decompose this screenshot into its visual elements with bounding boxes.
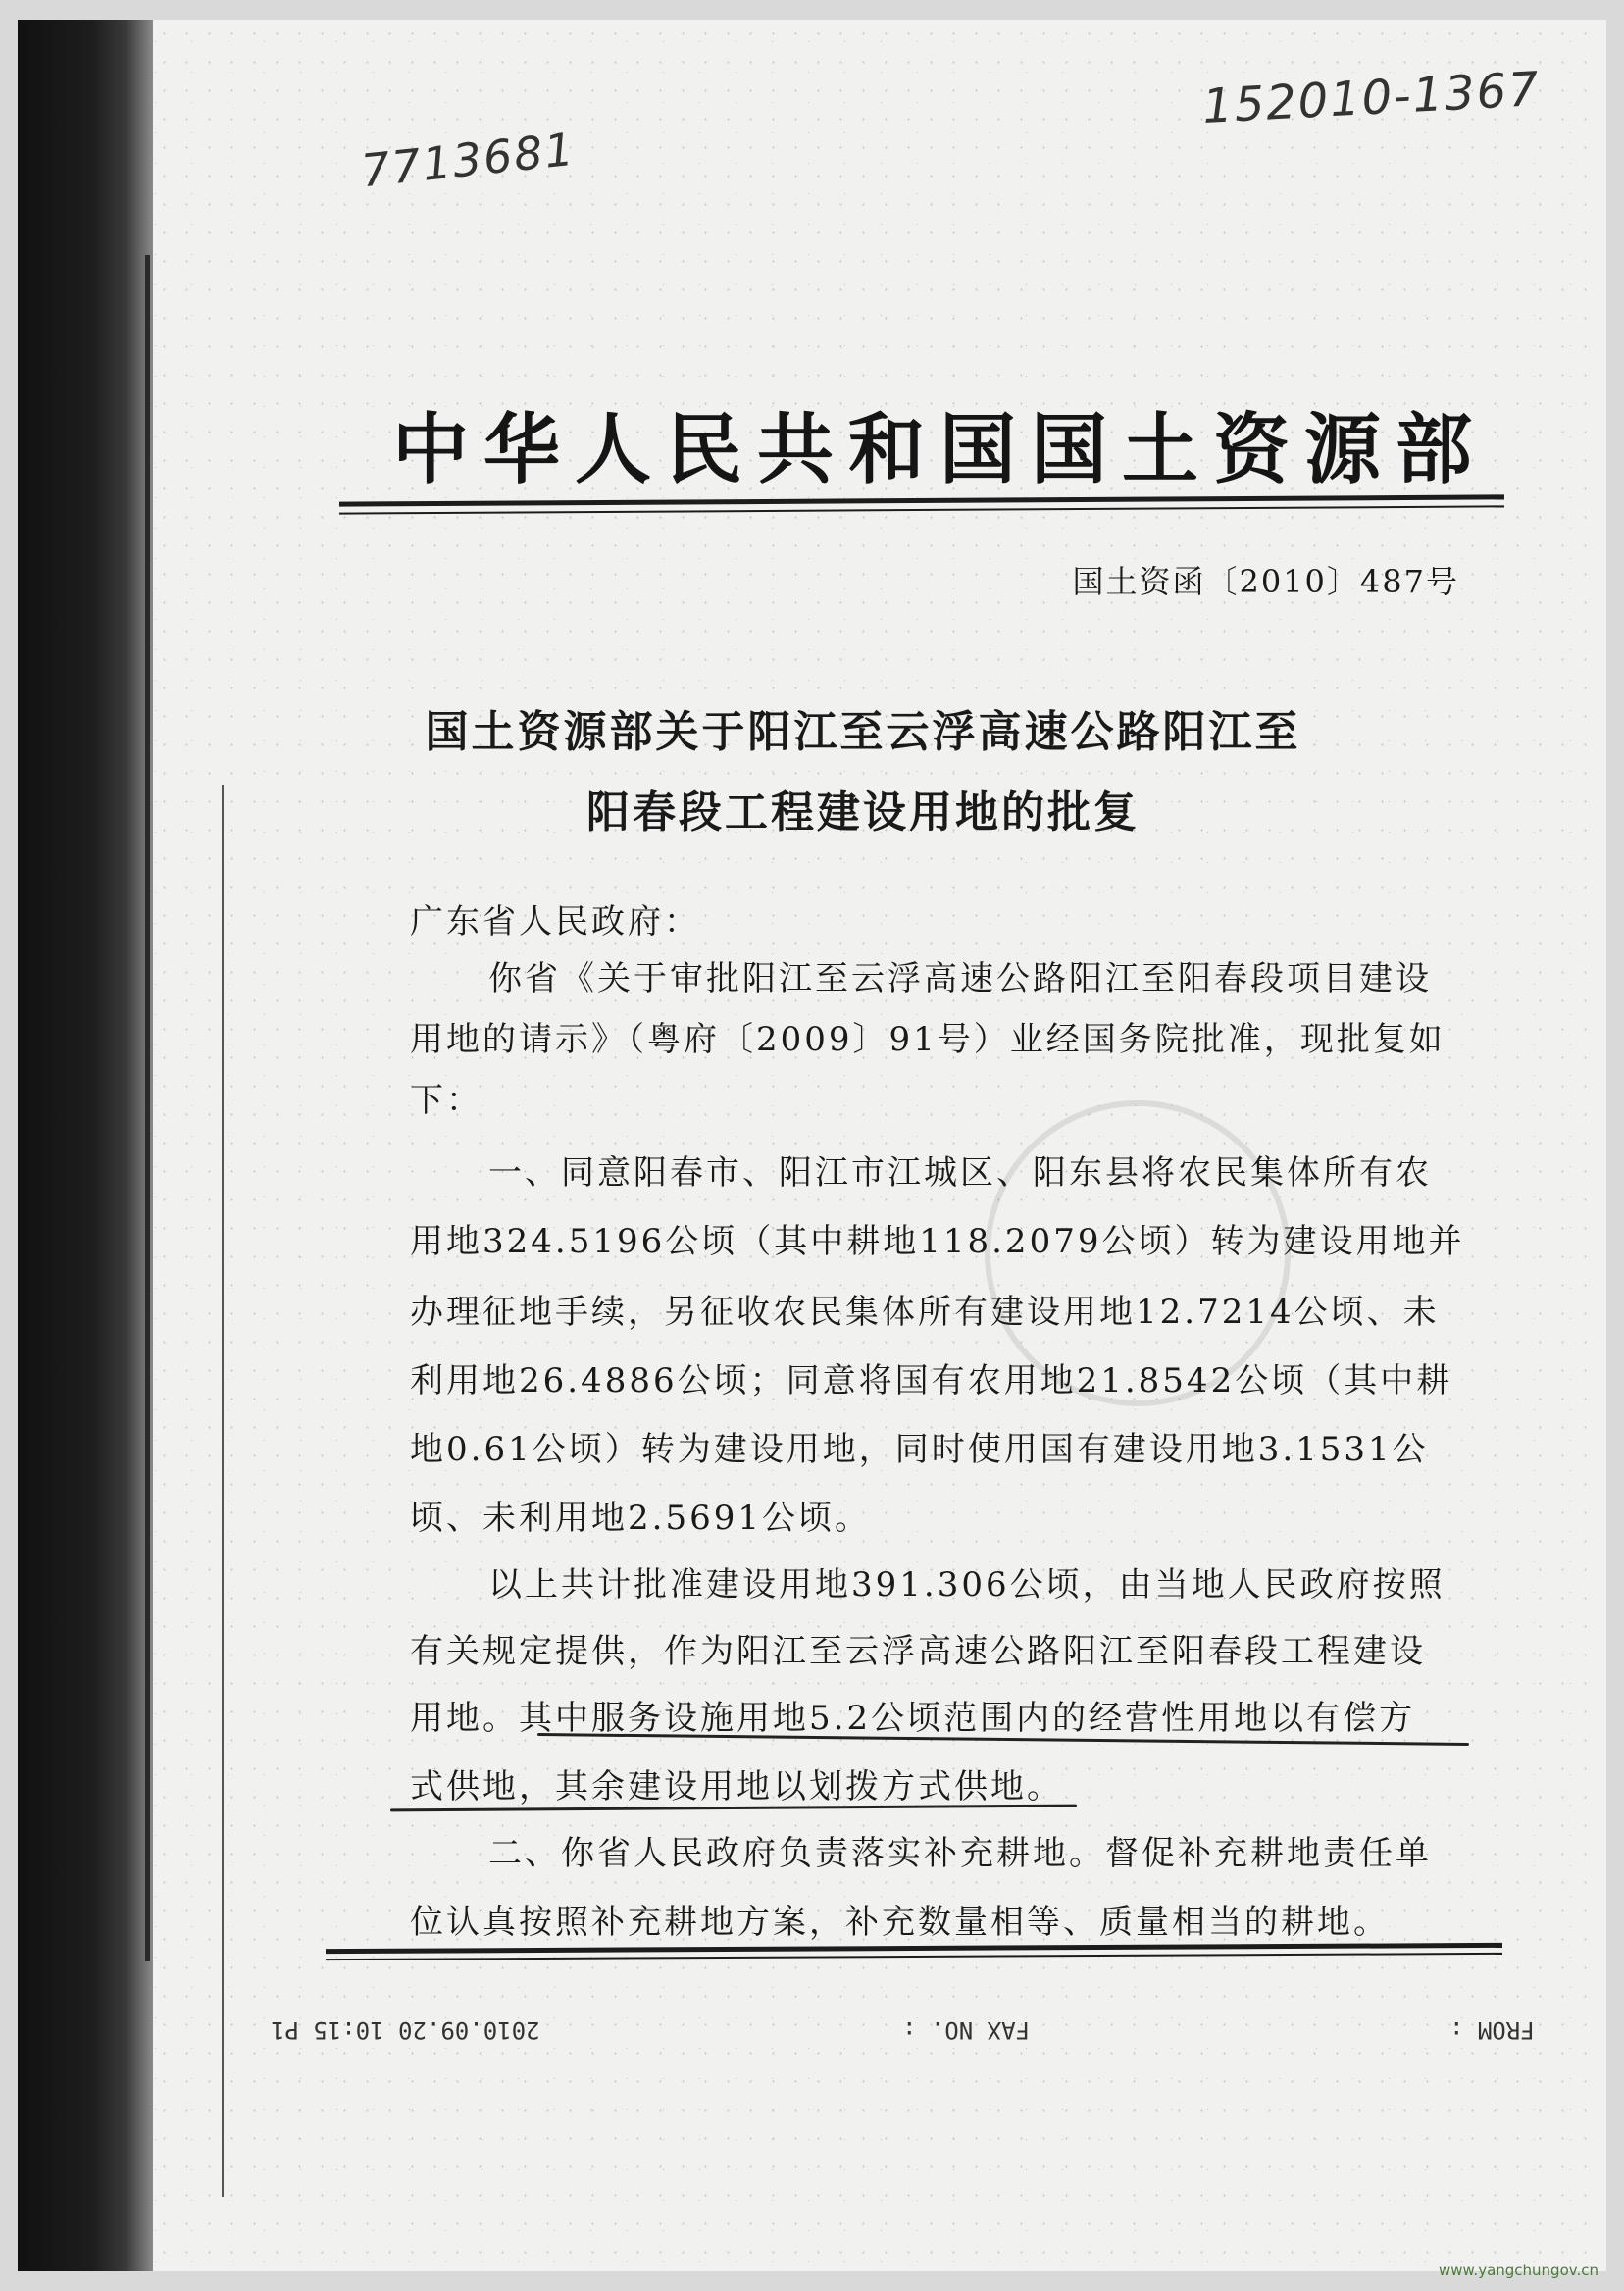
body-line: 用地的请示》（粤府〔2009〕91号）业经国务院批准，现批复如 [410, 1020, 1446, 1059]
binding-edge [145, 255, 150, 1961]
body-line: 你省《关于审批阳江至云浮高速公路阳江至阳春段项目建设 [488, 959, 1432, 998]
fax-timestamp: 2010.09.20 10:15 P1 [271, 2016, 540, 2044]
binding-shadow [18, 20, 153, 2271]
handwritten-number-right: 152010-1367 [1200, 62, 1542, 134]
addressee: 广东省人民政府： [410, 902, 700, 942]
fax-from-label: FROM : [1449, 2016, 1535, 2044]
body-line: 办理征地手续，另征收农民集体所有建设用地12.7214公顷、未 [410, 1293, 1440, 1332]
body-line: 利用地26.4886公顷；同意将国有农用地21.8542公顷（其中耕 [410, 1361, 1453, 1400]
body-line: 式供地，其余建设用地以划拨方式供地。 [410, 1767, 1063, 1807]
body-line: 地0.61公顷）转为建设用地，同时使用国有建设用地3.1531公 [410, 1430, 1429, 1469]
body-line: 有关规定提供，作为阳江至云浮高速公路阳江至阳春段工程建设 [410, 1632, 1426, 1671]
body-line: 下： [410, 1081, 482, 1120]
body-line: 以上共计批准建设用地391.306公顷，由当地人民政府按照 [488, 1565, 1446, 1604]
body-line: 顷、未利用地2.5691公顷。 [410, 1499, 871, 1538]
document-title [324, 692, 1402, 853]
letterhead: 中华人民共和国国土资源部 [392, 405, 1488, 494]
fax-number-label: FAX NO. : [902, 2016, 1031, 2044]
title-line-2: 阳春段工程建设用地的批复 [586, 788, 1140, 838]
document-number: 国土资函〔2010〕487号 [1072, 563, 1459, 600]
body-line: 二、你省人民政府负责落实补充耕地。督促补充耕地责任单 [488, 1834, 1432, 1873]
margin-line [222, 785, 224, 2197]
site-watermark: www.yangchungov.cn [1439, 2262, 1599, 2279]
body-line: 一、同意阳春市、阳江市江城区、阳东县将农民集体所有农 [488, 1153, 1432, 1193]
body-line: 位认真按照补充耕地方案，补充数量相等、质量相当的耕地。 [410, 1903, 1390, 1942]
handwritten-number-left: 7713681 [358, 122, 579, 198]
body-line: 用地。其中服务设施用地5.2公顷范围内的经营性用地以有偿方 [410, 1699, 1416, 1738]
title-line-1: 国土资源部关于阳江至云浮高速公路阳江至 [425, 707, 1301, 757]
body-line: 用地324.5196公顷（其中耕地118.2079公顷）转为建设用地并 [410, 1222, 1465, 1261]
